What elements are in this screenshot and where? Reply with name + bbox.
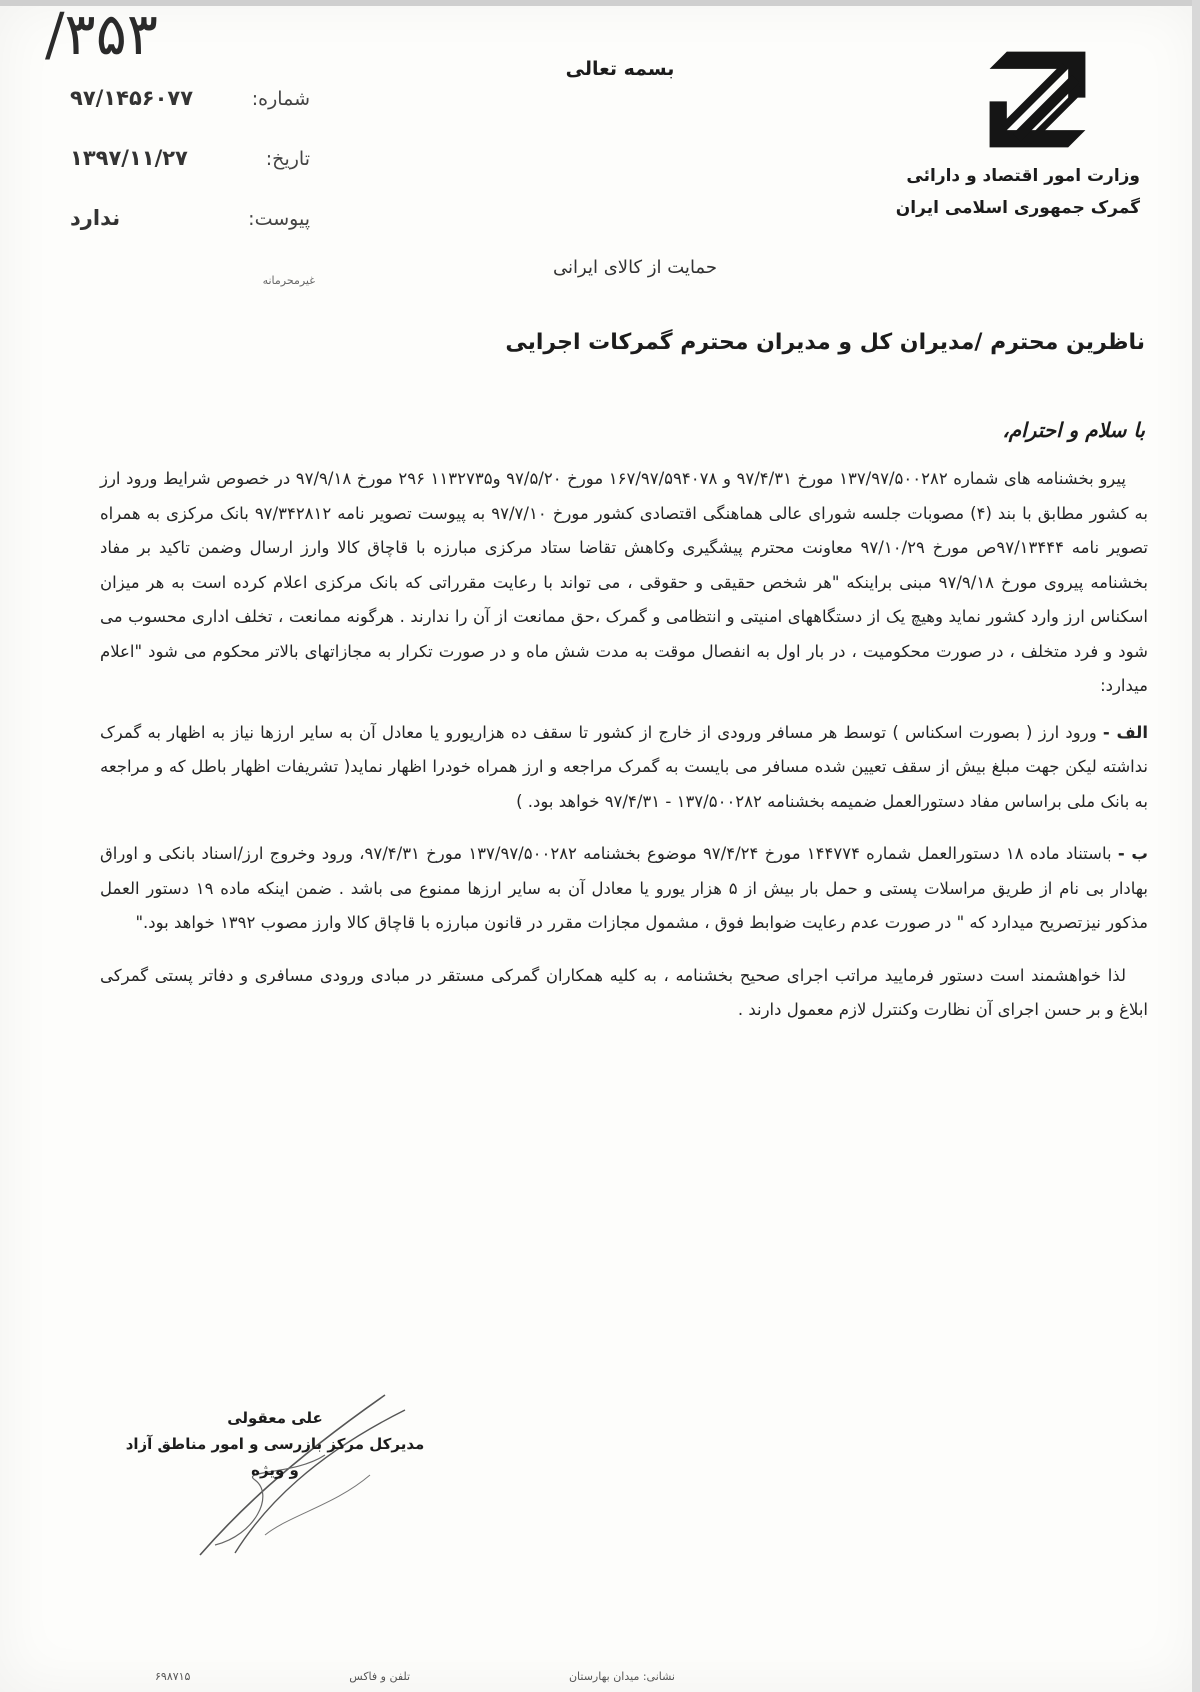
scan-edge-top [0, 0, 1200, 6]
salutation: ناظرین محترم /مدیران کل و مدیران محترم گمرکات اجرایی [505, 330, 1145, 355]
item-a [100, 716, 1148, 820]
number-value: ۹۷/۱۴۵۶۰۷۷ [70, 86, 194, 110]
footer-address: نشانی: میدان بهارستان [568, 1670, 675, 1683]
footer [155, 1670, 675, 1683]
item-b-tag: ب - [1117, 844, 1148, 863]
footer-phone: تلفن و فاکس [349, 1670, 411, 1683]
item-a-text: ورود ارز ( بصورت اسکناس ) توسط هر مسافر ورودی از خارج از کشور تا سقف ده هزاریورو یا معادل آن به سایر ارزها نیاز به اظهار به گمرک نداشته لیکن جهت مبلغ بیش از سقف تعیین شده مسافر می بایست به گمرک مراجعه و ارز همراه خودرا اظهار نماید( تشریفات اظهار باطل که و مراجعه به بانک ملی براساس مفاد دستورالعمل ضمیمه بخشنامه ۱۳۷/۵۰۰۲۸۲ - ۹۷/۴/۳۱ خواهد بود. ) [100, 722, 1148, 811]
file-number: ۳۵۳/ [45, 0, 159, 68]
attachment-value: ندارد [70, 206, 121, 230]
slogan: حمایت از کالای ایرانی [553, 257, 717, 278]
greeting: با سلام و احترام، [1002, 418, 1145, 442]
attachment-label: پیوست: [248, 208, 310, 230]
item-a-tag: الف - [1102, 722, 1148, 742]
date-row [70, 128, 310, 188]
classification: غیرمحرمانه [262, 274, 315, 287]
signer-name: علی معقولی [227, 1409, 323, 1427]
number-row [70, 68, 310, 128]
ministry-header [880, 160, 1140, 224]
invocation: بسمه تعالی [565, 58, 675, 80]
signature-block [120, 1405, 430, 1483]
attachment-row [70, 188, 310, 248]
footer-code: ۶۹۸۷۱۵ [155, 1670, 191, 1683]
letter-meta [70, 68, 310, 248]
ministry-name: وزارت امور اقتصاد و دارائی [906, 166, 1140, 186]
closing-paragraph: لذا خواهشمند است دستور فرمایید مراتب اجرای صحیح بخشنامه ، به کلیه همکاران گمرکی مستقر در مبادی ورودی مسافری و دفاتر پستی گمرکی ابلاغ و بر حسن اجرای آن نظارت وکنترل لازم معمول دارند . [100, 965, 1148, 1019]
letter-body [100, 462, 1148, 1046]
item-b [100, 837, 1148, 941]
customs-logo-icon [980, 42, 1095, 157]
signer-title: مدیرکل مرکز بازرسی و امور مناطق آزاد و ویژه [125, 1435, 425, 1479]
organization-name: گمرک جمهوری اسلامی ایران [895, 198, 1140, 218]
number-label: شماره: [251, 88, 310, 110]
date-label: تاریخ: [265, 148, 310, 170]
paragraph-1: پیرو بخشنامه های شماره ۱۳۷/۹۷/۵۰۰۲۸۲ مورخ ۹۷/۴/۳۱ و ۱۶۷/۹۷/۵۹۴۰۷۸ مورخ ۹۷/۵/۲۰ و۱۱۳۲۷۳۵ ۲۹۶ مورخ ۹۷/۹/۱۸ در خصوص شرایط ورود ارز به کشور مطابق با بند (۴) مصوبات جلسه شورای عالی هماهنگی اقتصادی کشور مورخ ۹۷/۷/۱۰ به پیوست تصویر نامه ۹۷/۳۴۲۸۱۲ بانک مرکزی به همراه تصویر نامه ۹۷/۱۳۴۴۴ص مورخ ۹۷/۱۰/۲۹ معاونت محترم پیشگیری وکاهش تقاضا ستاد مرکزی مبارزه با قاچاق کالا وارز ارسال وضمن تاکید بر مفاد بخشنامه پیروی مورخ ۹۷/۹/۱۸ مبنی براینکه "هر شخص حقیقی و حقوقی ، می تواند با رعایت مقرراتی که بانک مرکزی اعلام کرده است به هر میزان اسکناس ارز وارد کشور نماید وهیچ یک از دستگاههای امنیتی و انتظامی و گمرک ،حق ممانعت از آن را ندارند . هرگونه ممانعت ، تخلف اداری محسوب می شود و فرد متخلف ، در صورت محکومیت ، در بار اول به انفصال موقت به مدت شش ماه و در صورت تکرار به مجازاتهای بالاتر محکوم می شود "اعلام میدارد: [100, 469, 1149, 695]
date-value: ۱۳۹۷/۱۱/۲۷ [70, 146, 188, 170]
scan-edge-right [1192, 0, 1200, 1692]
item-b-text: باستناد ماده ۱۸ دستورالعمل شماره ۱۴۴۷۷۴ مورخ ۹۷/۴/۲۴ موضوع بخشنامه ۱۳۷/۹۷/۵۰۰۲۸۲ مورخ ۹۷/۴/۳۱، ورود وخروج ارز/اسناد بانکی و اوراق بهادار بی نام از طریق مراسلات پستی و حمل بار بیش از ۵ هزار یورو یا معادل آن به سایر ارزها ممنوع می باشد . ضمن اینکه ماده ۱۹ دستور العمل مذکور نیزتصریح میدارد که " در صورت عدم رعایت ضوابط فوق ، مشمول مجازات مقرر در قانون مبارزه با قاچاق کالا وارز مصوب ۱۳۹۲ خواهد بود." [100, 844, 1148, 932]
